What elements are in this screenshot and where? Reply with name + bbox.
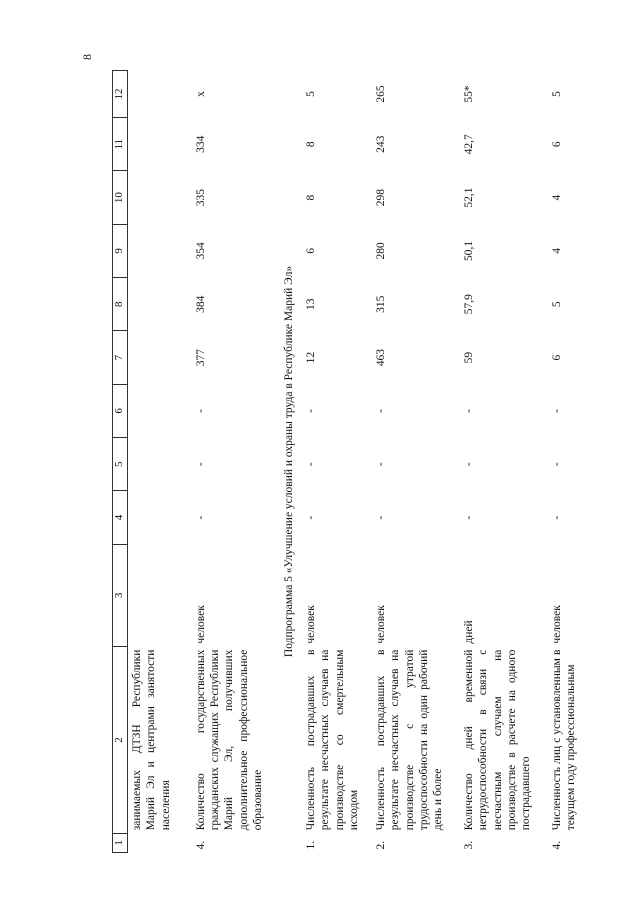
- unit-cell: человек: [550, 605, 563, 644]
- column-number-header: [113, 71, 128, 853]
- row-number: 2.: [374, 840, 387, 850]
- value-cell: 334: [194, 135, 207, 153]
- unit-cell: человек: [374, 605, 387, 644]
- indicator-name: Количество государственных гражданских служащих Республики Марий Эл, получивших дополнительное профессиональное образование: [194, 649, 264, 831]
- table-row: [372, 71, 460, 853]
- value-cell: 4: [550, 194, 563, 201]
- indicator-name: Численность пострадавших в результате несчастных случаев на производстве со смертельным исходом: [304, 649, 360, 831]
- value-cell: [128, 224, 192, 277]
- value-cell: 8: [304, 194, 317, 201]
- row-number: 4.: [550, 840, 563, 850]
- row-number: 4.: [194, 840, 207, 850]
- section-row: [276, 71, 302, 853]
- value-cell: 384: [194, 295, 207, 313]
- value-cell: -: [462, 515, 475, 520]
- value-cell: 52,1: [462, 187, 475, 208]
- unit-cell: [128, 544, 192, 646]
- value-cell: [128, 384, 192, 437]
- value-cell: -: [550, 408, 563, 413]
- value-cell: 5: [304, 91, 317, 97]
- page-number: 8: [80, 54, 94, 60]
- indicator-name: занимаемых ДТЗН Республики Марий Эл и центрами занятости населения: [131, 649, 172, 831]
- header-cell: 10: [113, 171, 128, 224]
- indicator-name: Численность пострадавших в результате несчастных случаев на производстве с утратой трудоспособности на один рабочий день и более: [374, 649, 445, 831]
- value-cell: x: [194, 91, 207, 97]
- value-cell: [128, 118, 192, 171]
- value-cell: 377: [194, 348, 207, 367]
- header-cell: 2: [113, 647, 128, 834]
- row-number: 1.: [304, 840, 317, 850]
- value-cell: 42,7: [462, 134, 475, 155]
- header-cell: 3: [113, 544, 128, 646]
- value-cell: -: [550, 462, 563, 467]
- indicator-name: Численность лиц с установленным в текущем году профессиональным: [550, 649, 578, 831]
- unit-cell: человек: [194, 605, 207, 644]
- table-row: [548, 71, 581, 853]
- value-cell: 335: [194, 188, 207, 207]
- value-cell: 6: [550, 354, 563, 361]
- value-cell: -: [304, 515, 317, 520]
- subprogram-title: Подпрограмма 5 «Улучшение условий и охраны труда в Республике Марий Эл»: [282, 265, 295, 658]
- header-cell: 7: [113, 331, 128, 384]
- indicators-table: [112, 70, 581, 853]
- header-cell: 9: [113, 224, 128, 277]
- table-row: [460, 71, 548, 853]
- value-cell: -: [374, 408, 387, 413]
- value-cell: [128, 331, 192, 384]
- header-cell: 8: [113, 278, 128, 331]
- table-row: [192, 71, 276, 853]
- value-cell: 4: [550, 248, 563, 254]
- indicator-name: Количество дней временной нетрудоспособности в связи с несчастным случаем на производстве в расчете на одного пострадавшего: [462, 649, 533, 831]
- unit-cell: человек: [304, 605, 317, 644]
- header-cell: 11: [113, 118, 128, 171]
- value-cell: [128, 491, 192, 544]
- value-cell: 315: [374, 295, 387, 313]
- value-cell: -: [550, 515, 563, 520]
- value-cell: 5: [550, 91, 563, 97]
- header-cell: 4: [113, 491, 128, 544]
- table-row: [128, 71, 192, 853]
- header-cell: 1: [113, 833, 128, 852]
- value-cell: [128, 438, 192, 491]
- header-cell: 6: [113, 384, 128, 437]
- value-cell: -: [304, 462, 317, 467]
- value-cell: 298: [374, 188, 387, 207]
- header-cell: 12: [113, 71, 128, 118]
- value-cell: 8: [304, 141, 317, 148]
- value-cell: -: [194, 408, 207, 413]
- value-cell: 57,9: [462, 294, 475, 315]
- value-cell: 265: [374, 85, 387, 103]
- rotated-sheet: [112, 70, 578, 853]
- value-cell: [128, 171, 192, 224]
- value-cell: 6: [550, 141, 563, 148]
- header-cell: 5: [113, 438, 128, 491]
- value-cell: 354: [194, 242, 207, 260]
- value-cell: [128, 71, 192, 118]
- value-cell: 243: [374, 135, 387, 153]
- value-cell: 59: [462, 351, 475, 364]
- value-cell: 6: [304, 248, 317, 254]
- value-cell: 280: [374, 242, 387, 260]
- value-cell: 50,1: [462, 240, 475, 261]
- value-cell: 55*: [462, 85, 475, 103]
- table-row: [302, 71, 372, 853]
- value-cell: -: [462, 408, 475, 413]
- value-cell: 5: [550, 301, 563, 308]
- value-cell: -: [462, 462, 475, 467]
- unit-cell: дней: [462, 620, 475, 644]
- value-cell: 12: [304, 351, 317, 364]
- value-cell: -: [374, 515, 387, 520]
- row-number: [128, 833, 192, 852]
- value-cell: 463: [374, 348, 387, 367]
- value-cell: -: [194, 515, 207, 520]
- value-cell: -: [304, 408, 317, 413]
- value-cell: -: [374, 462, 387, 467]
- row-number: 3.: [462, 840, 475, 850]
- value-cell: [128, 278, 192, 331]
- value-cell: -: [194, 462, 207, 467]
- value-cell: 13: [304, 298, 317, 310]
